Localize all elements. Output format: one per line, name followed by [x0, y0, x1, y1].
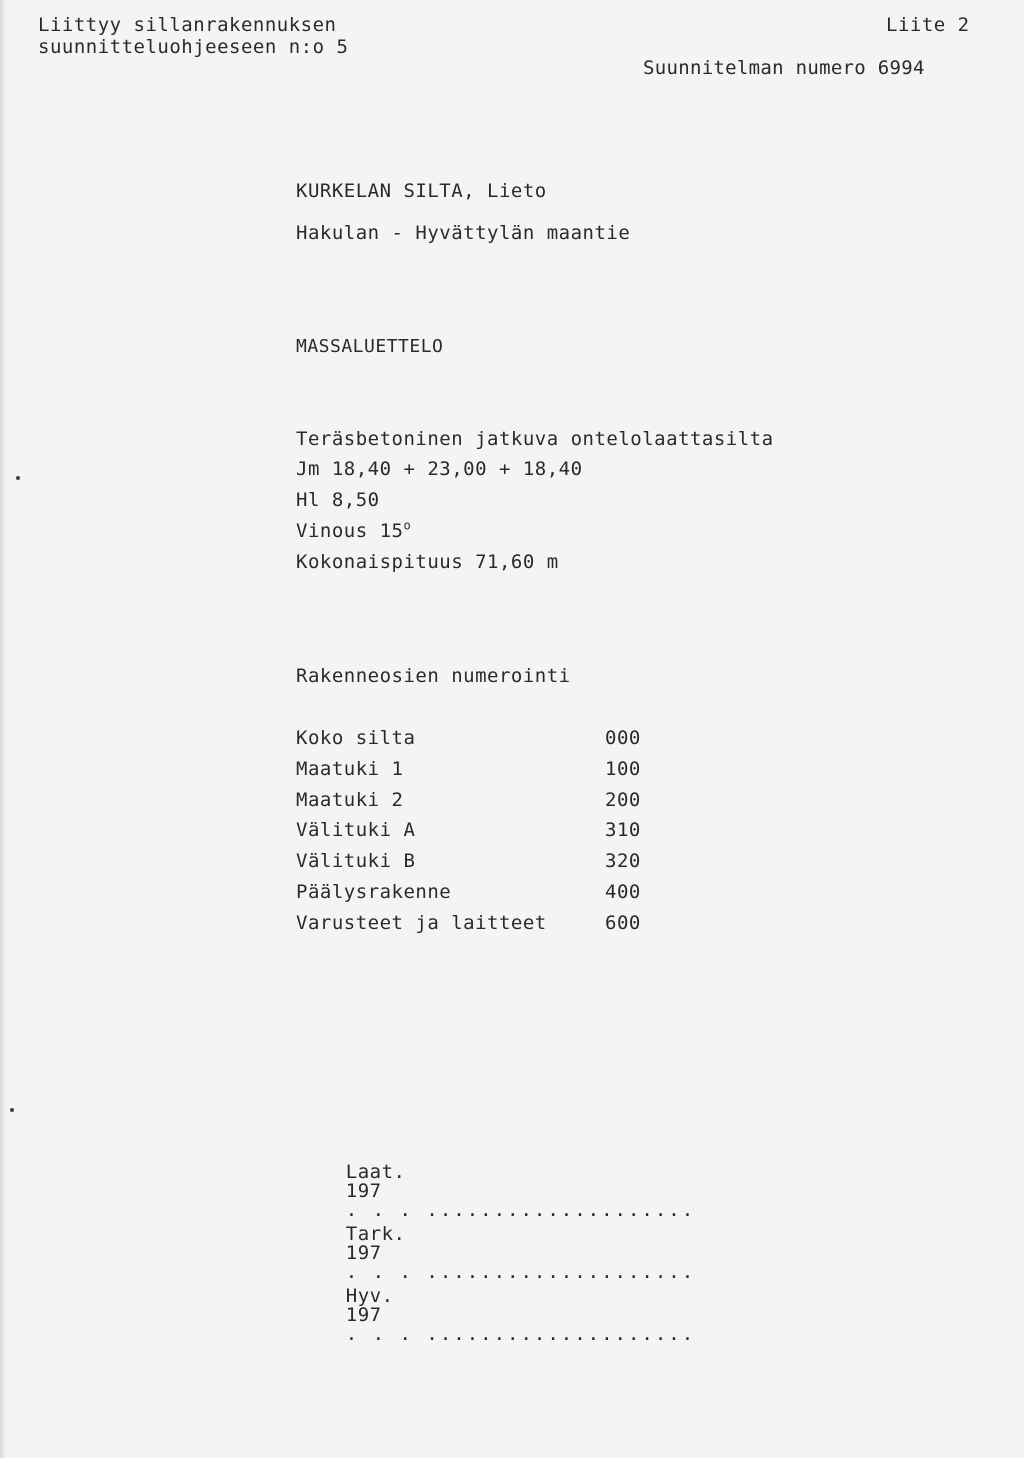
table-row-name: Maatuki 1	[296, 758, 404, 780]
table-row-name: Koko silta	[296, 727, 416, 749]
table-row-name: Varusteet ja laitteet	[296, 912, 547, 934]
span-lengths: Jm 18,40 + 23,00 + 18,40	[296, 458, 583, 480]
signature-year: 197	[345, 1304, 382, 1326]
signature-row-hyv	[298, 1268, 695, 1363]
scan-speck	[10, 1108, 14, 1112]
plan-number: Suunnitelman numero 6994	[643, 57, 925, 79]
table-row-code: 200	[605, 789, 641, 811]
table-row-name: Päälysrakenne	[296, 881, 452, 903]
bridge-name: KURKELAN SILTA, Lieto	[296, 180, 547, 202]
header-reference-line-2: suunnitteluohjeeseen n:o 5	[38, 36, 349, 58]
signature-year: 197	[345, 1180, 382, 1202]
table-row-name: Välituki B	[296, 850, 416, 872]
degree-sign: o	[403, 518, 412, 533]
table-row-name: Maatuki 2	[296, 789, 404, 811]
signature-label: Hyv.	[345, 1285, 394, 1307]
road-name: Hakulan - Hyvättylän maantie	[296, 222, 631, 244]
signature-label: Laat.	[345, 1161, 406, 1183]
section-title: MASSALUETTELO	[296, 336, 444, 357]
table-row-code: 100	[605, 758, 641, 780]
height-value: Hl 8,50	[296, 489, 380, 511]
skew-angle-text: Vinous 15	[296, 520, 404, 542]
bridge-type: Teräsbetoninen jatkuva ontelolaattasilta	[296, 428, 774, 450]
table-row-name: Välituki A	[296, 819, 416, 841]
page-edge-shadow	[0, 0, 6, 1458]
table-row-code: 000	[605, 727, 641, 749]
signature-year: 197	[345, 1242, 382, 1264]
signature-dotted-line: . . . ....................	[345, 1199, 696, 1221]
attachment-label: Liite 2	[886, 14, 970, 36]
signature-dotted-line: . . . ....................	[345, 1323, 696, 1345]
scan-speck	[16, 476, 20, 480]
signature-label: Tark.	[345, 1223, 406, 1245]
table-row-code: 320	[605, 850, 641, 872]
total-length: Kokonaispituus 71,60 m	[296, 551, 559, 573]
signature-dotted-line: . . . ....................	[345, 1261, 696, 1283]
skew-angle	[296, 518, 412, 542]
table-row-code: 600	[605, 912, 641, 934]
table-row-code: 310	[605, 819, 641, 841]
table-row-code: 400	[605, 881, 641, 903]
header-reference-line-1: Liittyy sillanrakennuksen	[38, 14, 337, 36]
numbering-title: Rakenneosien numerointi	[296, 665, 571, 687]
